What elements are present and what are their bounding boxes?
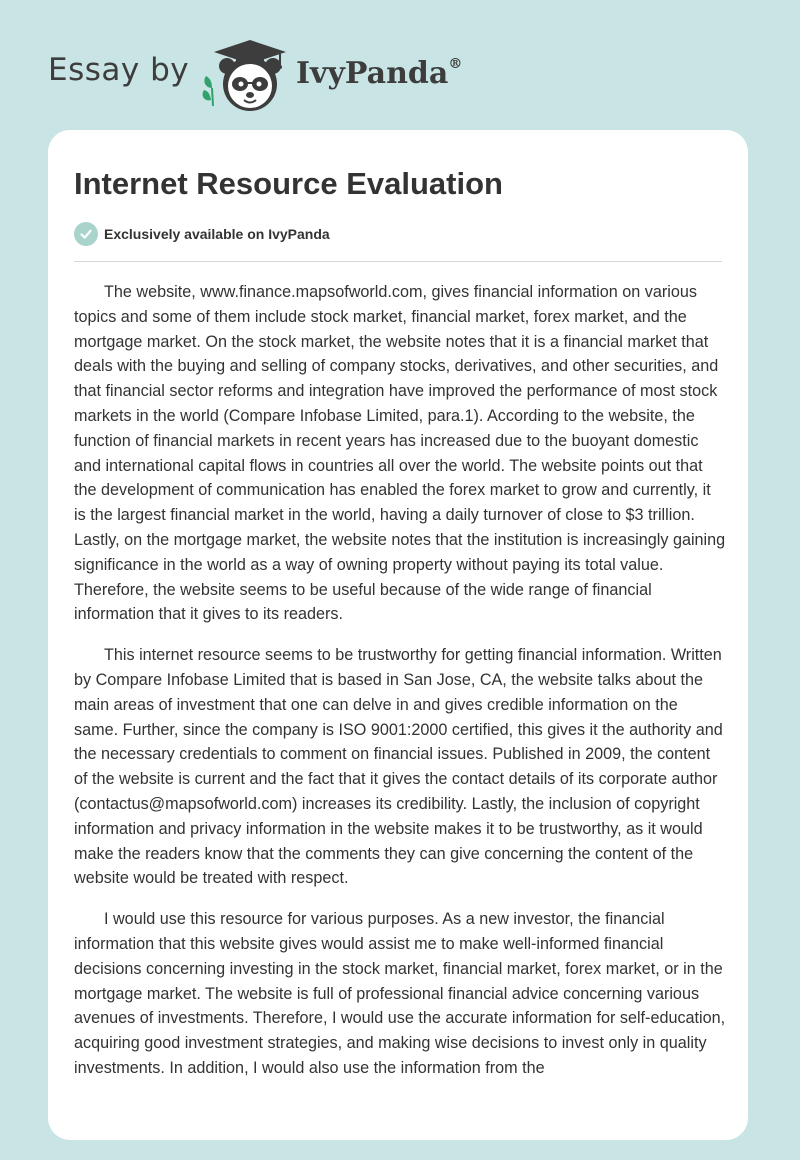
exclusive-badge [74,222,330,246]
panda-logo-icon[interactable] [200,36,296,112]
essay-card [48,130,748,1140]
paragraph-1: The website, www.finance.mapsofworld.com, gives financial information on various topics and some of them include stock market, financial market, forex market, and the mortgage market. On the stock market, the website notes that it is a financial market that deals with the buying and selling of company stocks, derivatives, and other securities, and that financial sector reforms and integration have improved the performance of most stock markets in the world (Compare Infobase Limited, para.1). According to the website, the function of financial markets in recent years has increased due to the buoyant domestic and international capital flows in countries all over the world. The website points out that the development of communication has enabled the forex market to grow and currently, it is the largest financial market in the world, having a daily turnover of close to $3 trillion. Lastly, on the mortgage market, the website notes that the institution is increasingly gaining significance in the world as a way of owning property without paying its total value. Therefore, the website seems to be useful because of the wide range of financial information that it gives to its readers. [74,283,726,624]
registered-mark: ® [448,56,463,72]
essay-by-label: Essay by [48,52,190,88]
check-icon [74,222,98,246]
site-header [0,0,800,130]
essay-body [74,280,726,1097]
divider [74,261,722,262]
paragraph-3: I would use this resource for various purposes. As a new investor, the financial information that this website gives would assist me to make well-informed financial decisions concerning investing in the stock market, financial market, forex market, or in the mortgage market. The website is full of professional financial advice concerning various avenues of investments. Therefore, I would use the accurate information for self-education, acquiring good investment strategies, and making wise decisions to invest only in quality investments. In addition, I would also use the information from the [74,910,726,1077]
brand-name: IvyPanda® [296,56,463,91]
exclusive-label: Exclusively available on IvyPanda [104,226,330,242]
page-title: Internet Resource Evaluation [74,166,503,201]
paragraph-2: This internet resource seems to be trustworthy for getting financial information. Written by Compare Infobase Limited that is based in San Jose, CA, the website talks about the main areas of investment that one can delve in and gives credible information on the same. Further, since the company is ISO 9001:2000 certified, this gives it the authority and the necessary credentials to comment on financial issues. Published in 2009, the content of the website is current and the fact that it gives the contact details of its corporate author (contactus@mapsofworld.com) increases its credibility. Lastly, the inclusion of copyright information and privacy information in the website makes it to be trustworthy, as it would make the readers know that the comments they can give concerning the content of the website would be treated with respect. [74,646,723,888]
